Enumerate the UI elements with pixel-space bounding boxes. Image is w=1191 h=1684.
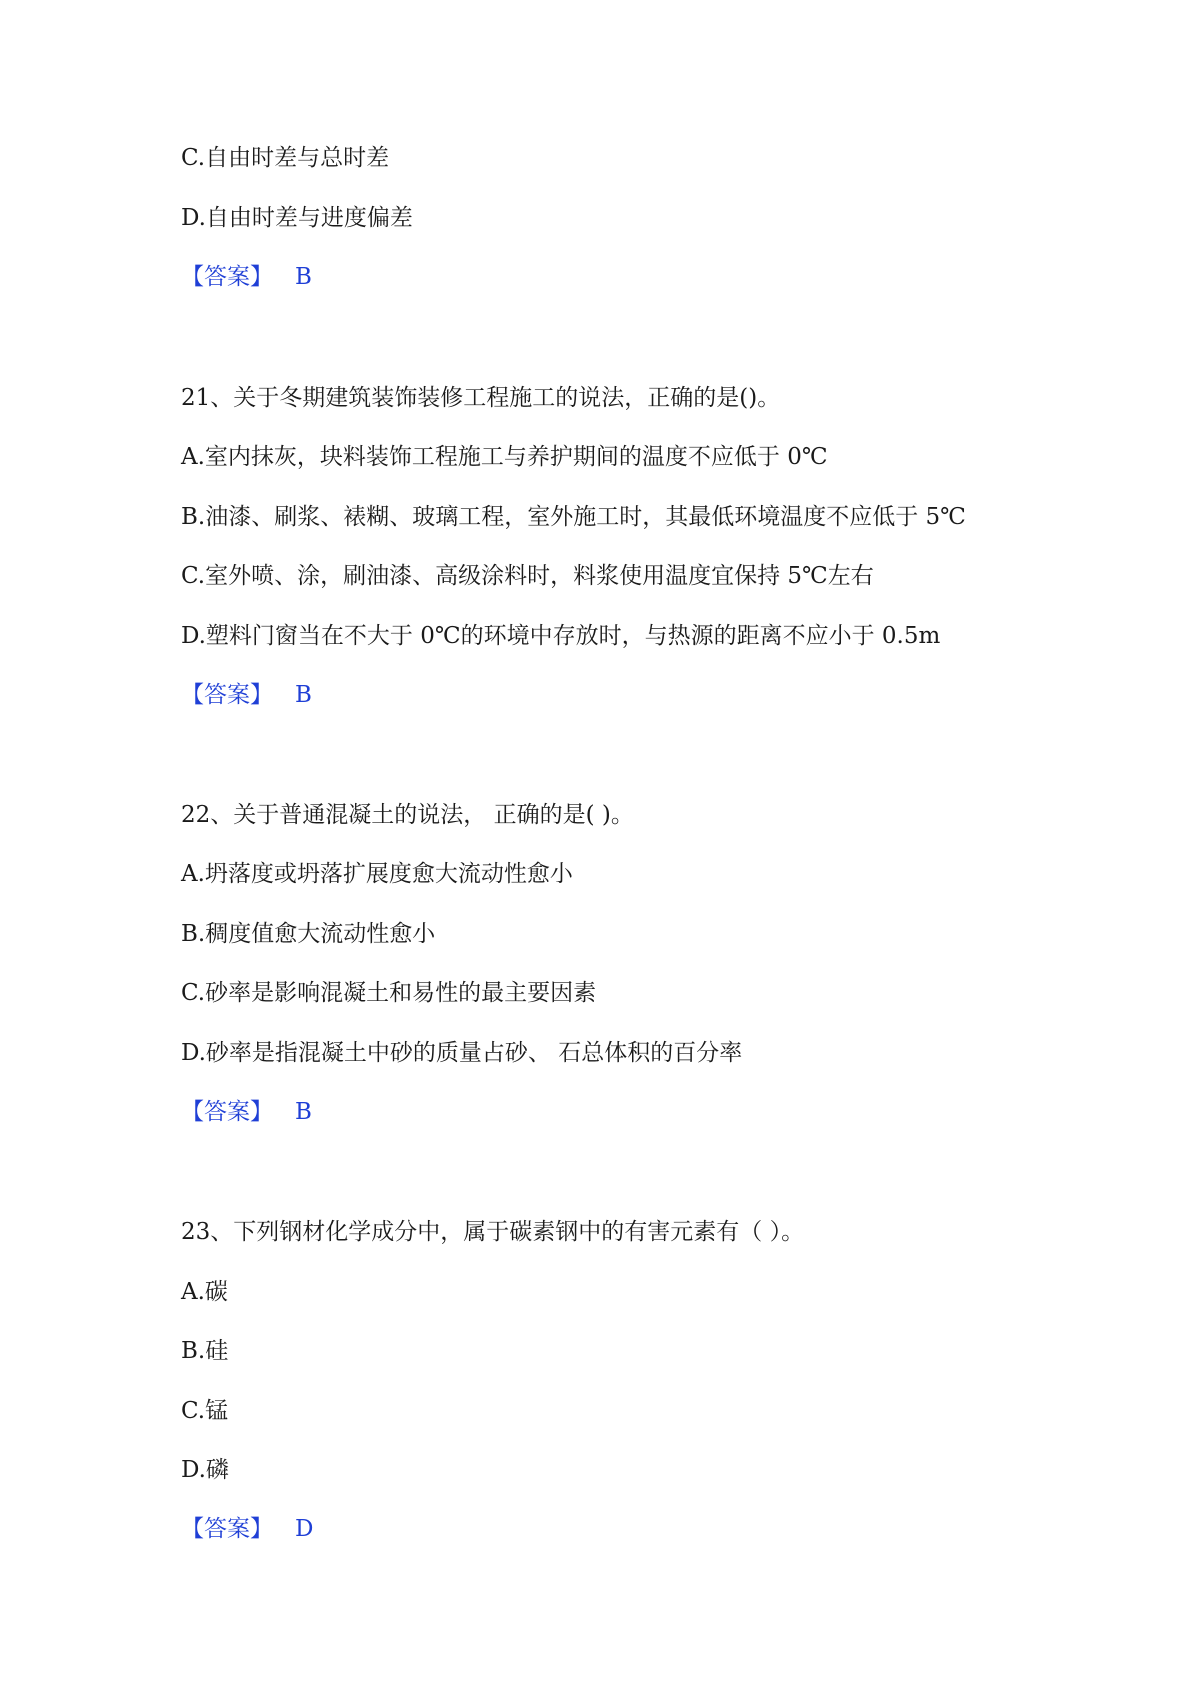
answer-value: B [295,264,312,290]
q22-option-a: A.坍落度或坍落扩展度愈大流动性愈小 [181,861,573,887]
answer-label: 【答案】 [181,1516,273,1542]
answer-value: B [295,1099,312,1125]
q23-answer [181,1514,313,1544]
q23-option-c: C.锰 [181,1398,229,1424]
q21-option-c: C.室外喷、涂，刷油漆、高级涂料时，料浆使用温度宜保持 5℃左右 [181,563,874,589]
q22-answer [181,1097,312,1127]
answer-value: B [295,682,312,708]
q22-stem: 22、关于普通混凝土的说法， 正确的是( )。 [181,802,634,828]
q21-answer [181,680,312,710]
answer-label: 【答案】 [181,1099,273,1125]
answer-value: D [295,1516,314,1542]
q21-option-b: B.油漆、刷浆、裱糊、玻璃工程，室外施工时，其最低环境温度不应低于 5℃ [181,504,966,530]
answer-label: 【答案】 [181,682,273,708]
q21-option-a: A.室内抹灰，块料装饰工程施工与养护期间的温度不应低于 0℃ [181,444,828,470]
q22-option-b: B.稠度值愈大流动性愈小 [181,921,436,947]
q20-option-d: D.自由时差与进度偏差 [181,205,413,231]
q21-option-d: D.塑料门窗当在不大于 0℃的环境中存放时，与热源的距离不应小于 0.5m [181,623,941,649]
q22-option-c: C.砂率是影响混凝土和易性的最主要因素 [181,980,597,1006]
q23-option-b: B.硅 [181,1338,229,1364]
q23-option-a: A.碳 [181,1279,228,1305]
answer-label: 【答案】 [181,264,273,290]
q23-stem: 23、下列钢材化学成分中，属于碳素钢中的有害元素有（ ）。 [181,1219,805,1245]
q23-option-d: D.磷 [181,1457,229,1483]
q22-option-d: D.砂率是指混凝土中砂的质量占砂、 石总体积的百分率 [181,1040,743,1066]
q20-option-c: C.自由时差与总时差 [181,145,390,171]
q21-stem: 21、关于冬期建筑装饰装修工程施工的说法，正确的是()。 [181,385,781,411]
q20-answer [181,262,312,292]
